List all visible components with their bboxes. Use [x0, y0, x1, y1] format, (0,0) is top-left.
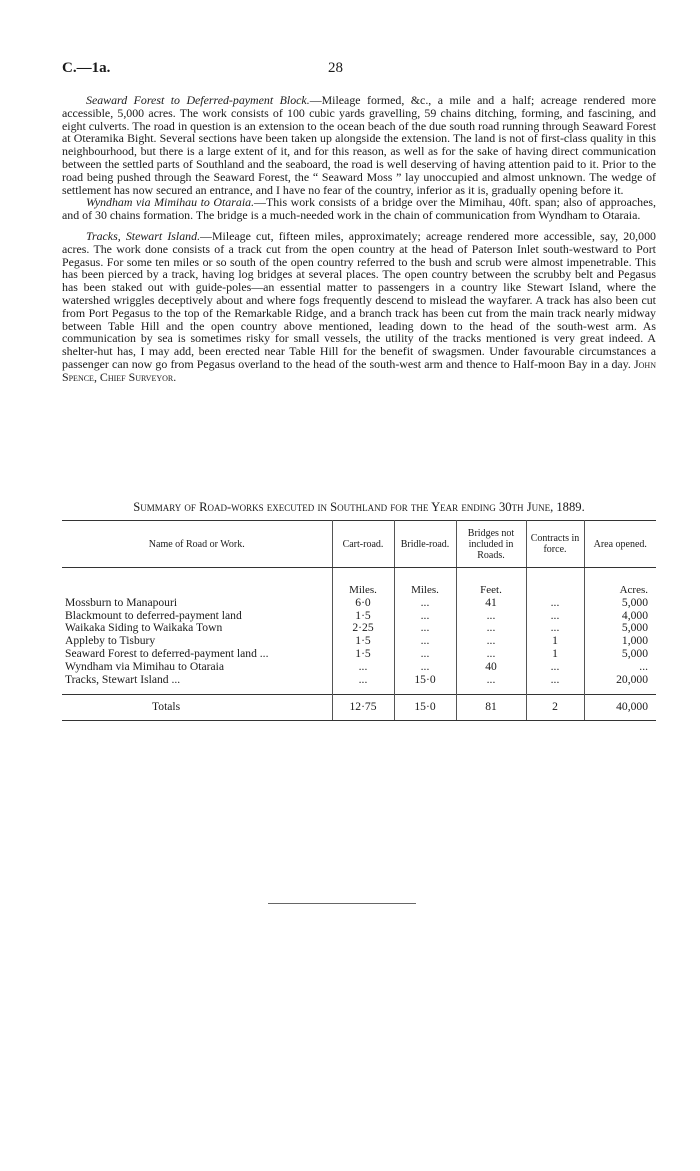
- cart-road-cell: 1·5: [332, 648, 394, 661]
- column-header: Contracts in force.: [526, 521, 584, 568]
- paragraph-seaward-forest: [62, 94, 656, 196]
- road-name: Mossburn to Manapouri: [62, 597, 332, 610]
- road-name: Tracks, Stewart Island ...: [62, 674, 332, 695]
- table-row: [62, 661, 656, 674]
- paragraph-title: Tracks, Stewart Island.: [86, 228, 201, 243]
- column-header: Area opened.: [584, 521, 656, 568]
- paragraph-stewart-island: [62, 230, 656, 384]
- area-cell: 20,000: [616, 672, 648, 686]
- cart-road-cell: 1·5: [332, 635, 394, 648]
- page-header: [0, 60, 700, 82]
- road-name: Wyndham via Mimihau to Otaraia: [62, 661, 332, 674]
- unit-cell: Feet.: [456, 568, 526, 597]
- bridges-cell: ...: [456, 635, 526, 648]
- bridle-road-cell: ...: [394, 635, 456, 648]
- bridges-cell: ...: [456, 648, 526, 661]
- road-works-table: [62, 520, 656, 721]
- document-reference: C.—1a.: [62, 60, 111, 76]
- bridges-cell: 41: [456, 597, 526, 610]
- bridle-road-cell: ...: [394, 648, 456, 661]
- unit-cell: Miles.: [394, 568, 456, 597]
- unit-cell: Acres.: [619, 584, 648, 596]
- road-name: Blackmount to deferred-payment land: [62, 610, 332, 623]
- bridle-road-cell: 15·0: [394, 674, 456, 695]
- bridle-road-cell: ...: [394, 661, 456, 674]
- closing-rule: [268, 903, 416, 904]
- totals-row: [62, 695, 656, 721]
- cart-road-cell: 6·0: [332, 597, 394, 610]
- total-bridle-road: 15·0: [394, 695, 456, 721]
- cart-road-cell: 1·5: [332, 610, 394, 623]
- area-cell: 5,000: [621, 595, 648, 609]
- paragraph-text: —Mileage cut, fifteen miles, approximately; acreage rendered more accessible, say, 20,000 acres. The work done consists of a track cut from the open country at the head of Paterson Inlet south-westward to Port Pegasus. For some ten miles or so south of the open country referred to the bush and scrub were almost impenetrable. This has been pierced by a track, having log bridges at several places. The open country between the scrubby belt and Pegasus has been staked out with guide-poles—an essential matter to passengers in a country like Stewart Island, where the watershed wriggles deceptively about and where fogs frequently descend to mislead the wayfarer. A track has also been cut from Port Pegasus to the top of the Remarkable Ridge, and a branch track has been cut from the main track nearly midway between Table Hill and the open country above mentioned, leading down to the head of the south-west arm. As communication by sea is sometimes risky for small vessels, the utility of the tracks mentioned is very great indeed. A shelter-hut has, I may add, been erected near Table Hill for the benefit of swagsmen. Under favourable circumstances a passenger can now go from Pegasus overland to the head of the south-west arm and thence to Half-moon Bay in a day.: [62, 228, 656, 371]
- road-name: Seaward Forest to deferred-payment land ...: [62, 648, 332, 661]
- cart-road-cell: ...: [332, 674, 394, 695]
- contracts-cell: 1: [526, 635, 584, 648]
- unit-cell: [526, 568, 584, 597]
- cart-road-cell: ...: [332, 661, 394, 674]
- area-cell: ...: [639, 659, 648, 673]
- road-name: Waikaka Siding to Waikaka Town: [62, 622, 332, 635]
- contracts-cell: ...: [526, 661, 584, 674]
- signature: John Spence, Chief Surveyor.: [62, 356, 656, 384]
- bridges-cell: ...: [456, 622, 526, 635]
- totals-label: Totals: [62, 695, 332, 721]
- contracts-cell: ...: [526, 610, 584, 623]
- road-name: Appleby to Tisbury: [62, 635, 332, 648]
- total-area: 40,000: [584, 695, 656, 721]
- paragraph-title: Seaward Forest to Deferred-payment Block.: [86, 93, 310, 107]
- summary-title: Summary of Road-works executed in Southland for the Year ending 30th June, 1889.: [133, 500, 585, 514]
- paragraph-wyndham: [62, 196, 656, 222]
- units-row: [62, 568, 656, 597]
- table-row: [62, 597, 656, 610]
- bridges-cell: ...: [456, 674, 526, 695]
- paragraph-text: —This work consists of a bridge over the Mimihau, 40ft. span; also of approaches, and of 30 chains formation. The bridge is a much-needed work in the chain of communication from Wyndham to Otaraia.: [62, 195, 656, 223]
- unit-cell: Miles.: [332, 568, 394, 597]
- total-bridges: 81: [456, 695, 526, 721]
- cart-road-cell: 2·25: [332, 622, 394, 635]
- unit-cell: [62, 568, 332, 597]
- page-number: 28: [328, 60, 343, 76]
- area-cell: 4,000: [621, 608, 648, 622]
- total-cart-road: 12·75: [332, 695, 394, 721]
- bridle-road-cell: ...: [394, 622, 456, 635]
- column-header: Name of Road or Work.: [62, 521, 332, 568]
- column-header: Bridges not included in Roads.: [456, 521, 526, 568]
- area-cell: 5,000: [621, 646, 648, 660]
- bridges-cell: 40: [456, 661, 526, 674]
- paragraph-text: —Mileage formed, &c., a mile and a half; acreage rendered more accessible, 5,000 acres. The work consists of 100 cubic yards gravelling, 59 chains ditching, forming, and fascining, and eight culverts. The road in question is an extension to the ocean beach of the due south road running through Seaward Forest at Oteramika Bight. Several sections have been taken up alongside the extension. The land is not of first-class quality in this neighbourhood, but there is a large extent of it, and for this reason, as well as for the sake of having direct communication between the settled parts of Southland and the seaboard, the road is well deserving of having attention paid to it. Prior to the road being pushed through the Seaward Forest, the “ Seaward Moss ” lay unoccupied and almost unknown. The wedge of settlement has now secured an entrance, and I have no fear of the country, inferior as it is, gradually opening before it.: [62, 93, 656, 197]
- area-cell: 1,000: [621, 634, 648, 648]
- area-cell: 5,000: [621, 621, 648, 635]
- table-row: [62, 674, 656, 695]
- total-contracts: 2: [526, 695, 584, 721]
- bridle-road-cell: ...: [394, 610, 456, 623]
- table-row: [62, 648, 656, 661]
- contracts-cell: ...: [526, 674, 584, 695]
- bridges-cell: ...: [456, 610, 526, 623]
- paragraph-title: Wyndham via Mimihau to Otaraia.: [86, 195, 255, 210]
- report-body: [62, 94, 656, 392]
- column-header: Bridle-road.: [394, 521, 456, 568]
- contracts-cell: ...: [526, 622, 584, 635]
- bridle-road-cell: ...: [394, 597, 456, 610]
- table-header-row: [62, 521, 656, 568]
- column-header: Cart-road.: [332, 521, 394, 568]
- contracts-cell: 1: [526, 648, 584, 661]
- contracts-cell: ...: [526, 597, 584, 610]
